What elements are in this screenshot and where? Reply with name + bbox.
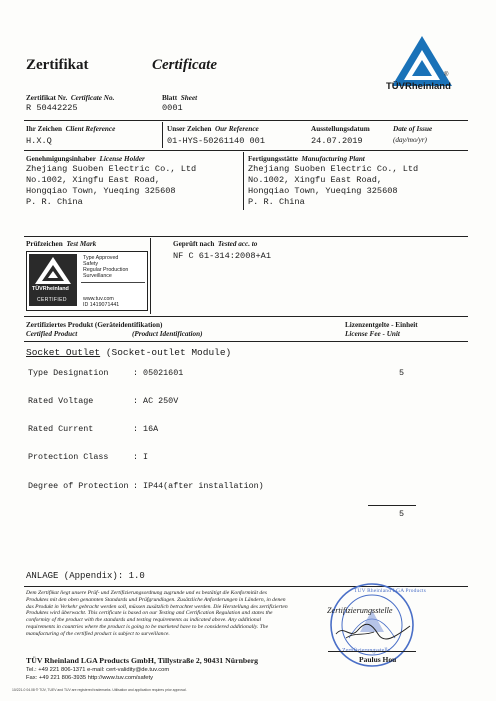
footer-contact-1: Tel.: +49 221 806-1371 e-mail: cert-validity@de.tuv.com — [26, 667, 170, 673]
product-label-en: Certified Product — [26, 330, 78, 338]
divider — [162, 122, 163, 148]
row-value-current: : 16A — [133, 424, 159, 434]
cert-no-value: R 50442225 — [26, 103, 78, 113]
footer-contact-2: Fax: +49 221 806-3935 http://www.tuv.com/safety — [26, 675, 154, 681]
row-value-type: : 05021601 — [133, 368, 184, 378]
sheet-value: 0001 — [162, 103, 183, 113]
test-mark-label: Prüfzeichen Test Mark — [26, 240, 97, 248]
stamp-ring-text: TÜV Rheinland LGA Products — [354, 588, 427, 594]
row-fee-type: 5 — [399, 368, 405, 378]
registered-mark: ® — [444, 72, 449, 78]
test-mark-box — [26, 251, 148, 311]
mark-brand-text: TÜVRheinland — [32, 286, 69, 292]
date-format: (day/mo/yr) — [393, 136, 427, 144]
mark-certified-text: CERTIFIED — [37, 297, 67, 303]
tested-acc-label: Geprüft nach Tested acc. to — [173, 240, 258, 248]
signature — [334, 620, 412, 642]
tested-acc-value: NF C 61-314:2008+A1 — [173, 251, 271, 261]
row-value-class: : I — [133, 452, 149, 462]
row-label-type: Type Designation — [28, 368, 109, 378]
annex: ANLAGE (Appendix): 1.0 — [26, 571, 145, 581]
signature-line — [328, 651, 416, 652]
divider — [150, 238, 151, 314]
tuv-logo — [386, 34, 458, 98]
row-label-voltage: Rated Voltage — [28, 396, 94, 406]
stamp-bottom-text: Zertifizierungsstelle — [342, 648, 391, 654]
legal-text: Dem Zertifikat liegt unsere Prüf- und Zertifizierungsordnung zugrunde und es bestätigt die Konformität des Produktes mit den oben genannten Standards und Prüfgrundlagen. Zusätzliche Anforderungen in Ländern, in denen das Produkt in Verkehr gebracht werden soll, müssen zusätzlich betrachtet werden. Die Herstellung des zertifizierten Produktes wird überwacht. This certificate is based on our Testing and Certification Regulation and states the conformity of the product with the standards and testing requirements as indicated above. Any additional requirements in countries where the product is going to be marketed have to be considered additionally. The manufacturing of the certified product is subject to surveillance. — [26, 590, 288, 637]
fee-label-de: Lizenzentgelte - Einheit — [345, 321, 418, 329]
fee-label-en: License Fee - Unit — [345, 330, 400, 338]
license-holder-address: Zhejiang Suoben Electric Co., Ltd No.1002, Xingfu East Road, Hongqiao Town, Yueqing 325608 P. R. China — [26, 164, 197, 207]
title-en: Certificate — [152, 57, 217, 73]
divider — [24, 120, 468, 121]
our-ref-label: Unser Zeichen Our Reference — [167, 125, 259, 133]
cert-no-label: Zertifikat Nr. Certificate No. — [26, 94, 115, 102]
client-ref-label: Ihr Zeichen Client Reference — [26, 125, 116, 133]
divider — [24, 150, 468, 151]
mark-info: Type Approved Safety Regular Production Surveillance — [83, 255, 129, 279]
row-value-voltage: : AC 250V — [133, 396, 179, 406]
divider — [24, 236, 468, 237]
title-de: Zertifikat — [26, 57, 89, 73]
divider — [24, 341, 468, 342]
certified-mark — [29, 254, 77, 306]
divider — [243, 152, 244, 210]
row-value-protection: : IP44(after installation) — [133, 481, 264, 491]
tuv-triangle-icon — [29, 254, 77, 286]
mark-url: www.tuv.com ID 1419071441 — [83, 296, 120, 308]
form-code: 10/221-0 04.08 ® TÜV, TUEV and TUV are registered trademarks. Utilisation and application requires prior approval. — [12, 688, 187, 692]
issue-date-label-en: Date of Issue — [393, 125, 433, 133]
signatory-name: Paulus Hou — [359, 655, 397, 664]
divider — [24, 316, 468, 317]
license-holder-label: Genehmigungsinhaber License Holder — [26, 155, 145, 163]
product-label-en2: (Product Identification) — [132, 330, 203, 338]
issue-date-value: 24.07.2019 — [311, 136, 363, 146]
footer-company: TÜV Rheinland LGA Products GmbH, Tillystraße 2, 90431 Nürnberg — [26, 656, 259, 665]
fee-total: 5 — [399, 509, 405, 519]
client-ref-value: H.X.Q — [26, 136, 52, 146]
sheet-label: Blatt Sheet — [162, 94, 198, 102]
our-ref-value: 01-HYS-50261140 001 — [167, 136, 265, 146]
product-name: Socket Outlet (Socket-outlet Module) — [26, 347, 232, 358]
tuv-brand-text: TÜVRheinland — [386, 81, 451, 92]
row-label-protection: Degree of Protection — [28, 481, 129, 491]
plant-label: Fertigungsstätte Manufacturing Plant — [248, 155, 365, 163]
row-label-class: Protection Class — [28, 452, 109, 462]
issue-date-label: Ausstellungsdatum — [311, 125, 370, 133]
row-label-current: Rated Current — [28, 424, 94, 434]
divider — [81, 282, 145, 283]
stamp-center-text: Zertifizierungsstelle — [327, 606, 393, 615]
plant-address: Zhejiang Suoben Electric Co., Ltd No.1002, Xingfu East Road, Hongqiao Town, Yueqing 325608 P. R. China — [248, 164, 419, 207]
fee-total-line — [368, 505, 416, 506]
product-label-de: Zertifiziertes Produkt (Geräteidentifikation) — [26, 321, 163, 329]
